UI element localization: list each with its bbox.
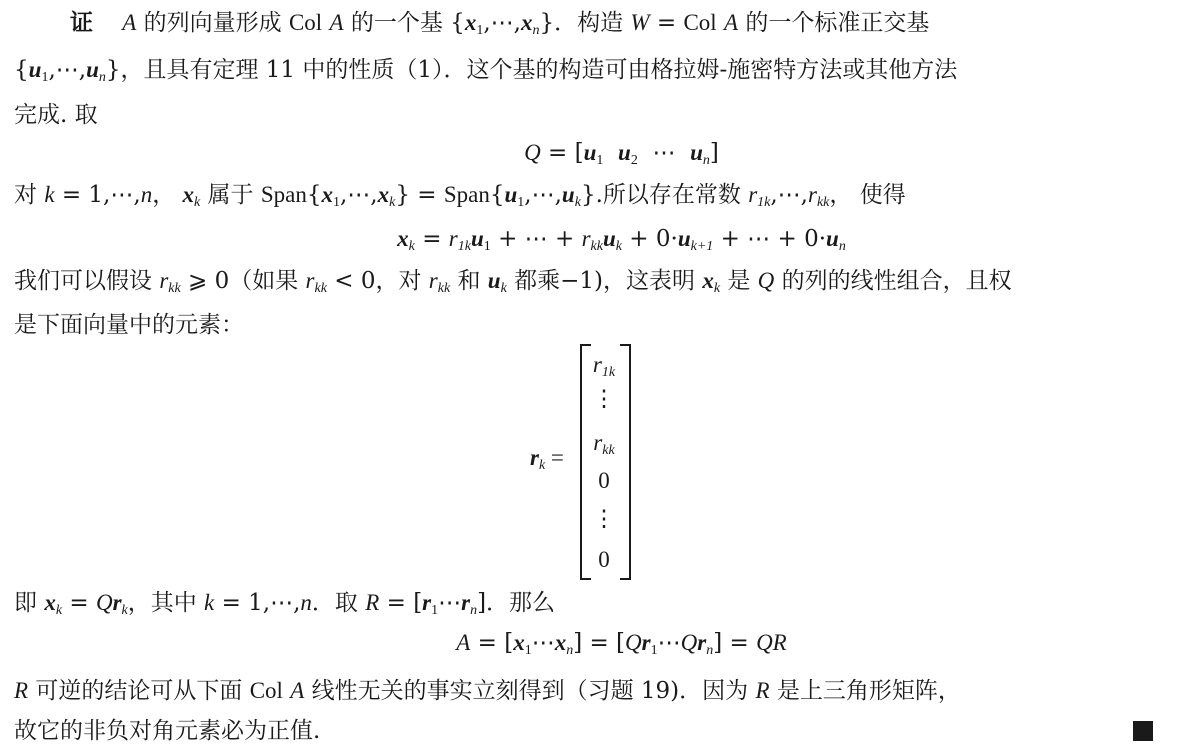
equation-qr: $A = [x_1\cdots x_n]$ = $[Qr_1\cdots Qr_n]$ = QR bbox=[456, 630, 787, 658]
equation-q: $Q = [u_1$ $u_2$ ⋯ $u_n$] bbox=[524, 140, 719, 168]
proof-line-9: 故它的非负对角元素必为正值. bbox=[14, 718, 321, 744]
vector-entry-zero-1: 0 bbox=[598, 468, 610, 493]
qed-square-icon bbox=[1133, 721, 1153, 741]
vector-rk-label: $r_k$ = bbox=[530, 445, 564, 473]
proof-line-1: 证 A 的列向量形成 Col A 的一个基 $\{x_1,\cdots,x_n\}$．构造 W = Col A 的一个标准正交基 bbox=[70, 9, 930, 38]
proof-line-7: 即 $x_k = Qr_k$，其中 k = 1,⋯,n．取 $R = [r_1\cdots r_n]$．那么 bbox=[14, 590, 556, 618]
equation-xk: $x_k = r_{1k}u_1$ + ⋯ + $r_{kk}u_k + 0\cdot u_{k+1}$ + ⋯ + $0\cdot u_n$ bbox=[397, 226, 846, 254]
vector-entry-r1k: $r_{1k}$ bbox=[592, 352, 616, 380]
proof-line-4: 对 k = 1,⋯,n， $x_k$ 属于 $Span\{x_1,\cdots,x_k\}$ = $Span\{u_1,\cdots,u_k\}$.所以存在常数 $r_{1k},\cdots,r_{kk}$， 使得 bbox=[14, 182, 906, 210]
proof-line-6: 是下面向量中的元素： bbox=[14, 312, 244, 338]
proof-line-3: 完成. 取 bbox=[14, 102, 98, 128]
vector-entry-zero-2: 0 bbox=[598, 547, 610, 572]
proof-line-5: 我们可以假设 $r_{kk}$ ⩾ 0（如果 $r_{kk} < 0$，对 $r_{kk}$ 和 $u_k$ 都乘−1)，这表明 $x_k$ 是 Q 的列的线性组合，且权 bbox=[14, 268, 1012, 296]
vector-entry-rkk: $r_{kk}$ bbox=[593, 430, 615, 458]
proof-line-8: R 可逆的结论可从下面 Col A 线性无关的事实立刻得到（习题 19)．因为 R 是上三角形矩阵， bbox=[14, 678, 961, 704]
proof-line-2: $\{u_1,\cdots,u_n\}$，且具有定理 11 中的性质（1）．这个基的构造可由格拉姆-施密特方法或其他方法 bbox=[14, 57, 958, 85]
vector-entry-vdots-1: ⋮ bbox=[592, 386, 616, 411]
vector-entry-vdots-2: ⋮ bbox=[592, 506, 616, 531]
